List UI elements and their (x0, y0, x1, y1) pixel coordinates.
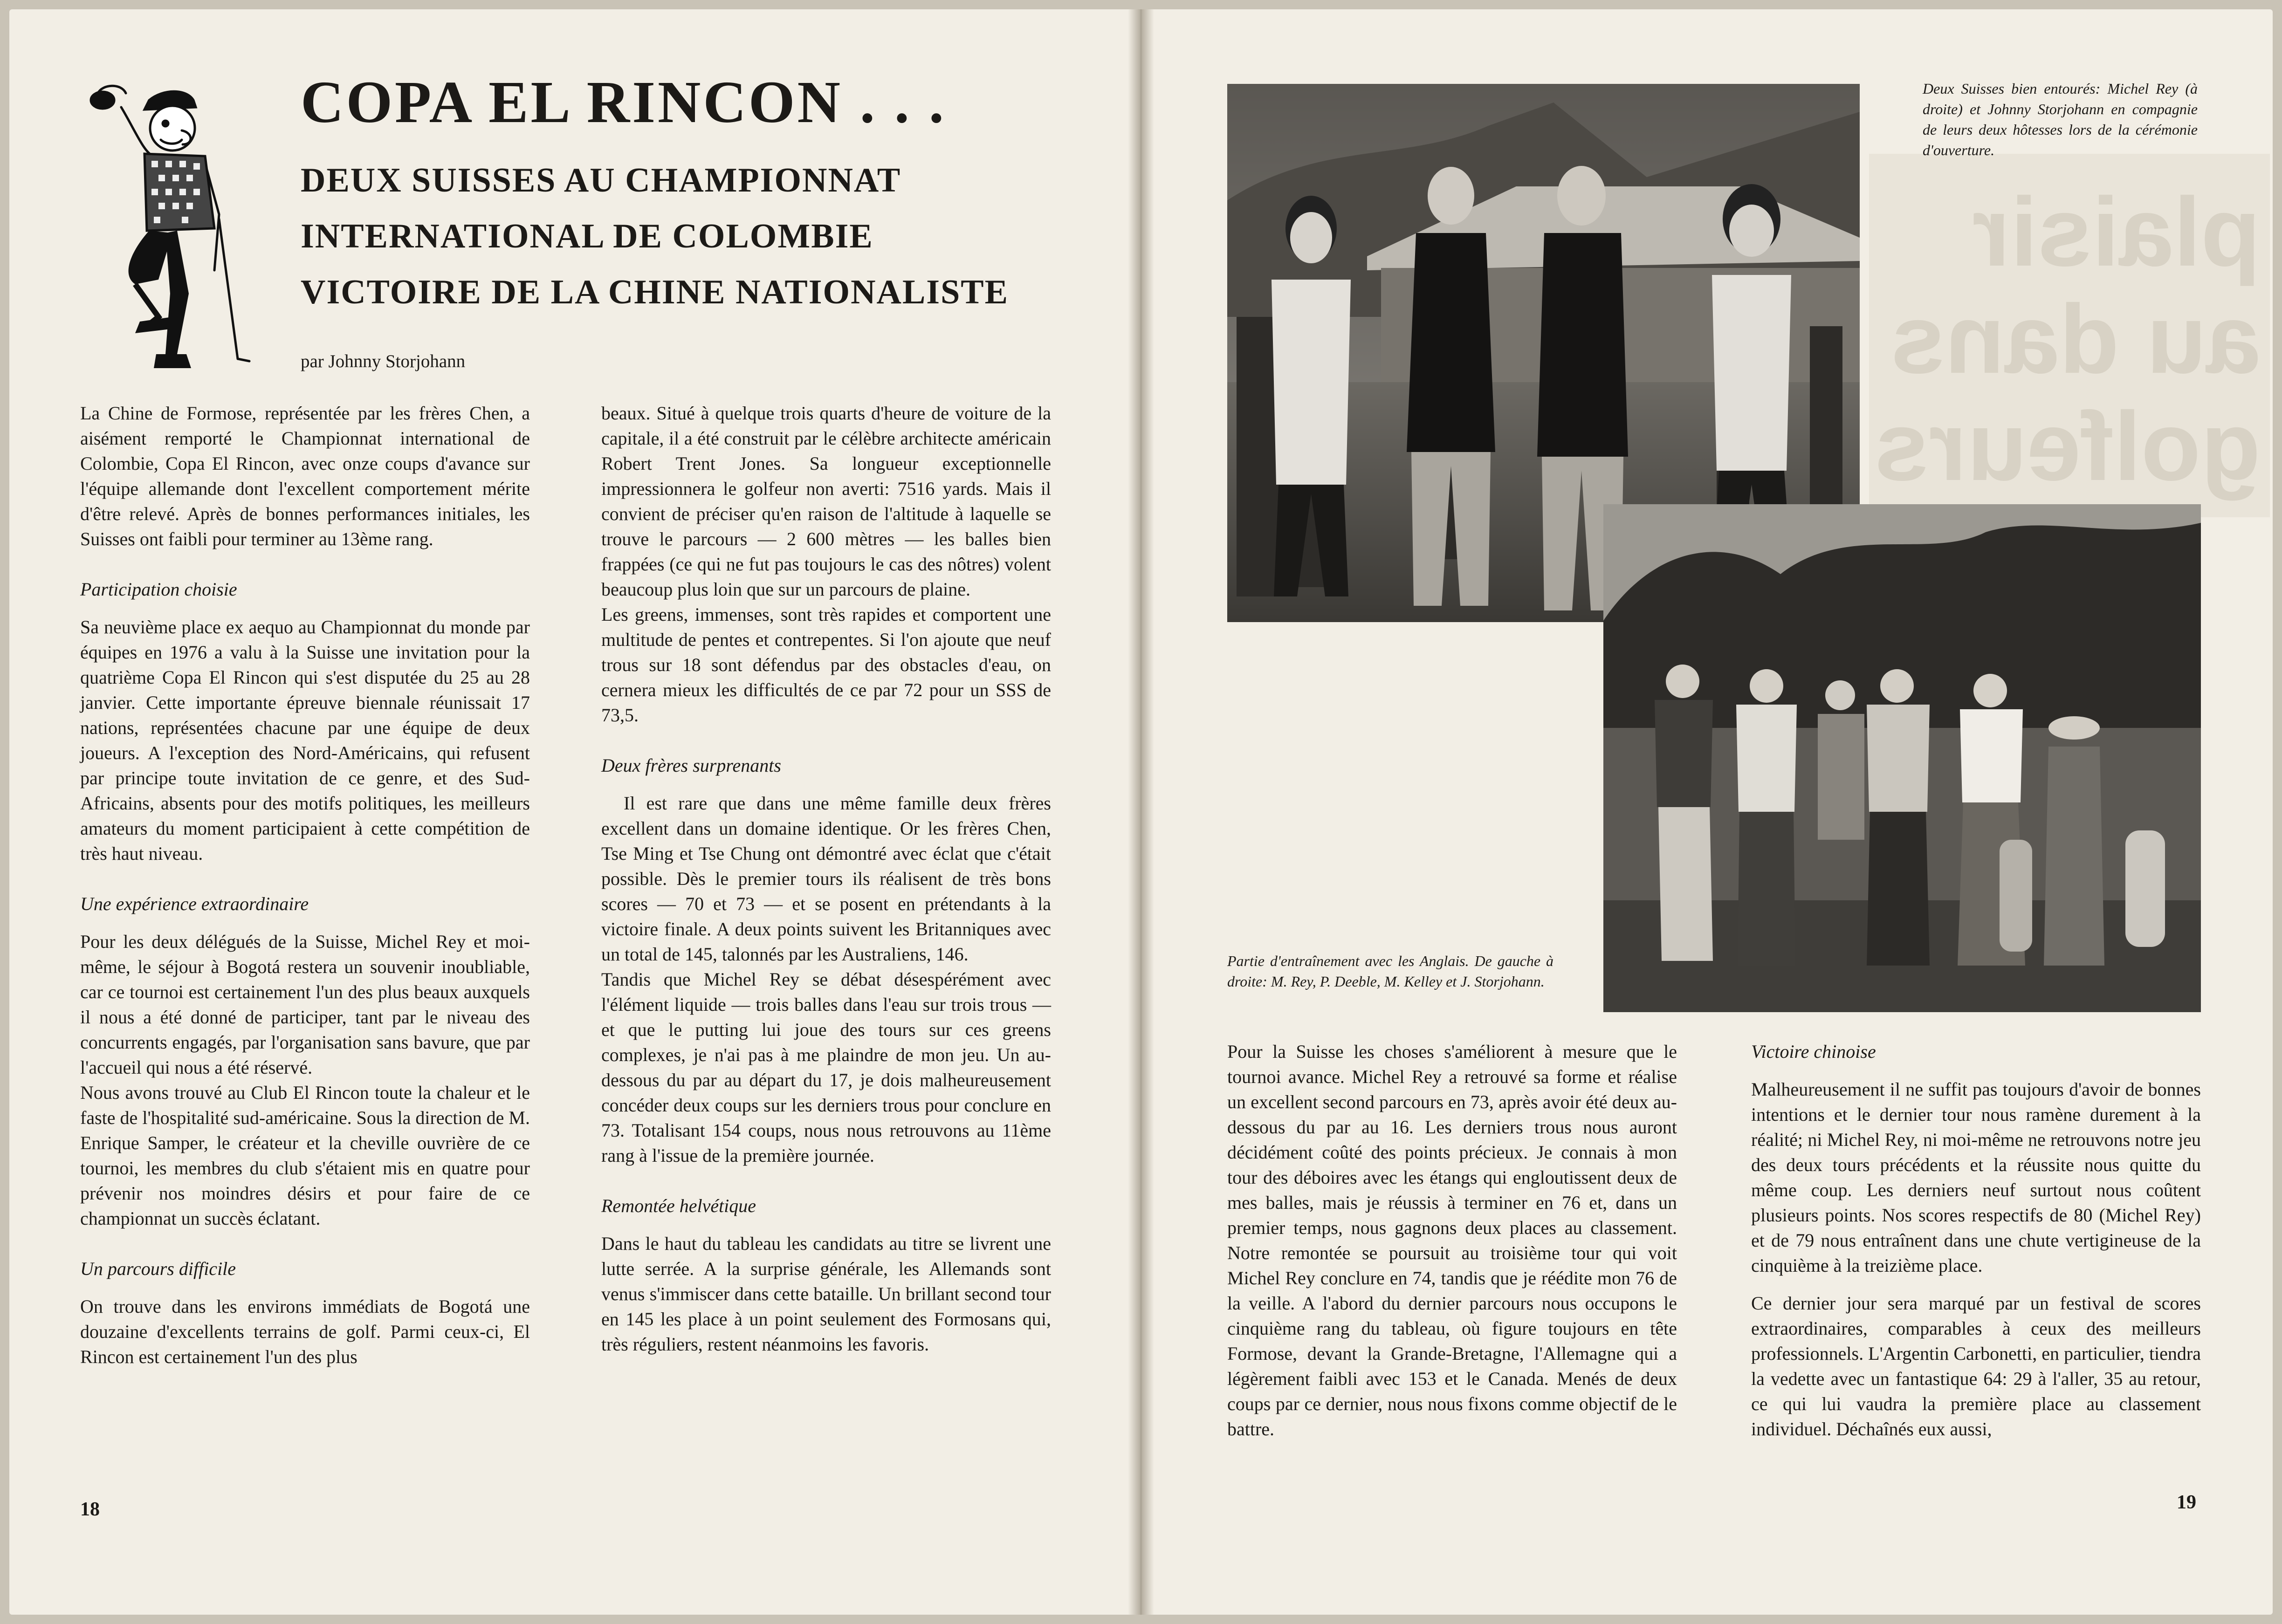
section-heading: Deux frères surprenants (601, 755, 781, 776)
caption-bottom-photo: Partie d'entraînement avec les Anglais. De gauche à droite: M. Rey, P. Deeble, M. Kelley et J. Storjohann. (1227, 952, 1553, 990)
section-heading: Victoire chinoise (1751, 1041, 1876, 1062)
page-number-left: 18 (80, 1499, 100, 1520)
svg-text:au dans: au dans (1890, 284, 2261, 394)
intro-paragraph: La Chine de Formose, représentée par les frères Chen, a aisément remporté le Championnat international de Colombie, Copa El Rincon, avec onze coups d'avance sur l'équipe allemande dont l'excellent comportement mérite d'être relevé. Après de bonnes performances initiales, les Suisses ont faibli pour terminer au 13ème rang. (80, 403, 530, 549)
paragraph: Les greens, immenses, sont très rapides et comportent une multitude de pentes et contrepentes. Si l'on ajoute que neuf trous sur 18 sont défendus par des obstacles d'eau, on cernera mieux les difficultés de ce par 72 pour un SSS de 73,5. (601, 604, 1051, 726)
page-number-right: 19 (2177, 1492, 2196, 1513)
paragraph: On trouve dans les environs immédiats de Bogotá une douzaine d'excellents terrains de golf. Parmi ceux-ci, El Rincon est certainement l'un des plus (80, 1296, 530, 1367)
paragraph: Ce dernier jour sera marqué par un festival de scores extraordinaires, comparables à ceux des meilleurs professionnels. L'Argentin Carbonetti, en particulier, tiendra la vedette avec un fantastique 64: 29 à l'aller, 35 au retour, ce qui lui vaudra la première place au classement individuel. Déchaînés eux aussi, (1751, 1293, 2201, 1439)
photo-practice-round (1603, 504, 2201, 1012)
section-heading: Participation choisie (80, 579, 237, 600)
paragraph: Tandis que Michel Rey se débat désespérément avec l'élément liquide — trois balles dans l'eau sur trois trous — et que le putting lui joue des tours sur ces greens complexes, je n'ai pas à me plaindre de mon jeu. Un au-dessous du par au départ du 17, je dois malheureusement concéder deux coups sur les derniers trous pour conclure en 73. Totalisant 154 coups, nous nous retrouvons au 11ème rang à l'issue de la première journée. (601, 969, 1051, 1166)
svg-text:plaisir: plaisir (1972, 177, 2261, 287)
text-column-3 (1227, 1039, 1677, 1442)
paragraph: Sa neuvième place ex aequo au Championnat du monde par équipes en 1976 a valu à la Suisse une invitation pour la quatrième Copa El Rincon qui s'est disputée du 25 au 28 janvier. Cette importante épreuve biennale réunissait 17 nations, représentées chacune par une équipe de deux joueurs. A l'exception des Nord-Américains, qui refusent par principe toute invitation de ce genre, et des Sud-Africains, absents pour des motifs politiques, les meilleurs amateurs du moment participaient à cette compétition de très haut niveau. (80, 617, 530, 864)
bleed-through-decoration (1869, 154, 2270, 517)
paragraph: Malheureusement il ne suffit pas toujours d'avoir de bonnes intentions et le dernier tour nous ramène durement à la réalité; ni Michel Rey, ni moi-même ne retrouvons notre jeu des deux tours précédents et la réussite nous quitte du même coup. Les derniers neuf surtout nous coûtent plusieurs points. Nos scores respectifs de 80 (Michel Rey) et de 79 nous entraînent dans une chute vertigineuse de la cinquième à la treizième place. (1751, 1079, 2201, 1276)
section-heading: Une expérience extraordinaire (80, 893, 309, 914)
text-column-1 (80, 401, 530, 1370)
paragraph: Nous avons trouvé au Club El Rincon toute la chaleur et le faste de l'hospitalité sud-américaine. Sous la direction de M. Enrique Samper, le créateur et la cheville ouvrière de ce tournoi, les membres du club s'étaient mis en quatre pour prévenir nos moindres désirs et pour faire de ce championnat un succès éclatant. (80, 1082, 530, 1229)
paragraph: Pour les deux délégués de la Suisse, Michel Rey et moi-même, le séjour à Bogotá restera un souvenir inoubliable, car ce tournoi est certainement l'un des plus beaux auxquels il nous a été donné de participer, tant par le niveau des concurrents engagés, par l'organisation sans bavure, que par l'accueil qui nous a été réservé. (80, 931, 530, 1078)
section-heading: Remontée helvétique (601, 1195, 756, 1216)
article-subtitle-line-1: DEUX SUISSES AU CHAMPIONNAT (301, 161, 901, 199)
text-column-2 (601, 401, 1051, 1357)
byline: par Johnny Storjohann (301, 351, 466, 371)
caption-top-photo: Deux Suisses bien entourés: Michel Rey (à droite) et Johnny Storjohann en compagnie de leurs deux hôtesses lors de la cérémonie d'ouverture. (1923, 80, 2198, 158)
page-gutter (1128, 9, 1154, 1615)
golfer-cartoon-illustration (65, 75, 252, 382)
article-subtitle-line-2: INTERNATIONAL DE COLOMBIE (301, 217, 873, 255)
section-heading: Un parcours difficile (80, 1258, 236, 1279)
svg-text:golfeurs: golfeurs (1874, 391, 2261, 501)
paragraph: Dans le haut du tableau les candidats au titre se livrent une lutte serrée. A la surprise générale, les Allemands sont venus s'immiscer dans cette bataille. Un brillant second tour en 145 les place à un point seulement des Formosans qui, très réguliers, restent néanmoins les favoris. (601, 1233, 1051, 1355)
paragraph: beaux. Situé à quelque trois quarts d'heure de voiture de la capitale, il a été construit par le célèbre architecte américain Robert Trent Jones. Sa longueur exceptionnelle impressionnera le golfeur non averti: 7516 yards. Mais il convient de préciser qu'en raison de l'altitude à laquelle se trouve le parcours — 2 600 mètres — les balles bien frappées (ce qui ne fut pas toujours le cas des nôtres) volent beaucoup plus loin que sur un parcours de plaine. (601, 403, 1051, 600)
paragraph: Pour la Suisse les choses s'améliorent à mesure que le tournoi avance. Michel Rey a retrouvé sa forme et réalise un excellent second parcours en 73, après avoir été deux au-dessous du par au 16. Les derniers trous nous auront décidément coûté des points précieux. Je connais à mon tour des déboires avec les étangs qui engloutissent deux de mes balles, mais je réussis à terminer en 76 et, dans un premier temps, nous gagnons deux places au classement. Notre remontée se poursuit au troisième tour qui voit Michel Rey conclure en 74, tandis que je réédite mon 76 de la veille. A l'abord du dernier parcours nous occupons le cinquième rang du tableau, où figure toujours en tête Formose, devant la Grande-Bretagne, l'Allemagne qui a légèrement faibli avec 153 et le Canada. Menés de deux coups par ce dernier, nous nous fixons comme objectif de le battre. (1227, 1041, 1677, 1439)
article-title: COPA EL RINCON . . . (301, 69, 946, 135)
article-subtitle-line-3: VICTOIRE DE LA CHINE NATIONALISTE (301, 273, 1009, 311)
paragraph: Il est rare que dans une même famille deux frères excellent dans un domaine identique. Or les frères Chen, Tse Ming et Tse Chung ont démontré avec éclat que c'était possible. Dès le premier tours ils réalisent de très bons scores — 70 et 73 — et se posent en prétendants à la victoire finale. A deux points suivent les Britanniques avec un total de 145, talonnés par les Australiens, 146. (601, 793, 1051, 965)
text-column-4 (1751, 1039, 2201, 1442)
